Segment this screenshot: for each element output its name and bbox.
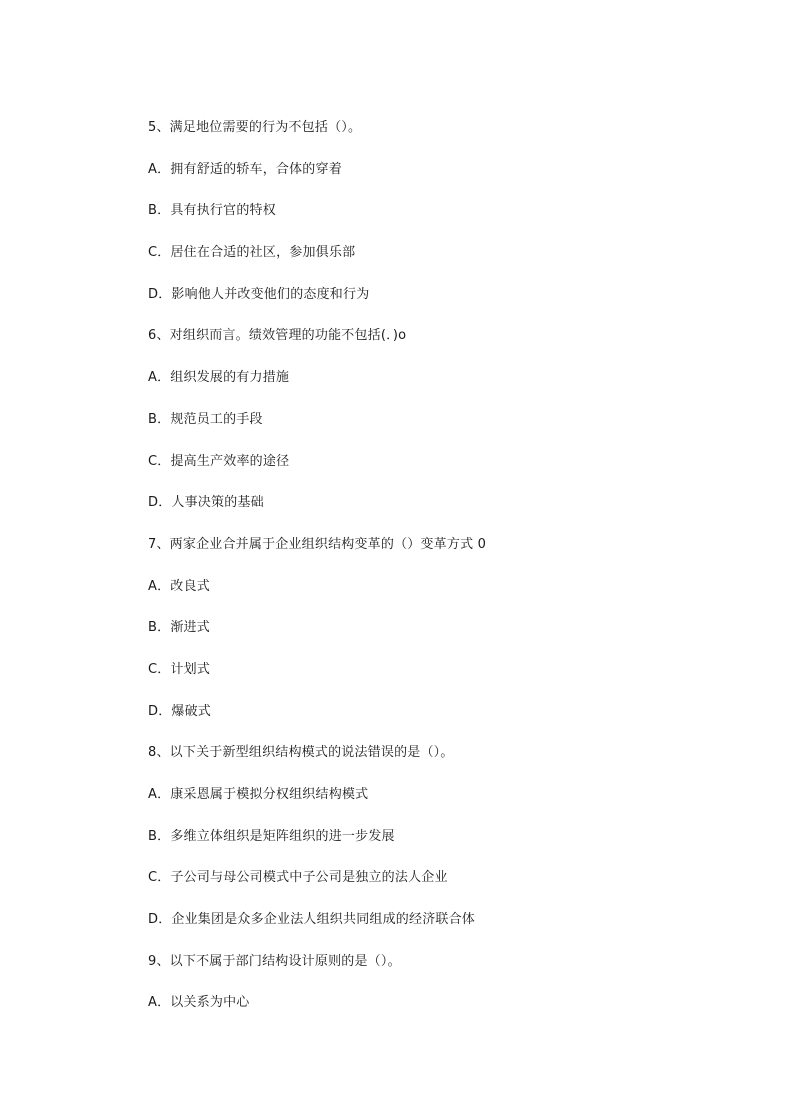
q7-option-b: B．渐进式 xyxy=(148,620,210,636)
question-5: 5、满足地位需要的行为不包括（）。 xyxy=(148,120,362,135)
q8-option-c: C．子公司与母公司模式中子公司是独立的法人企业 xyxy=(148,870,448,886)
question-list xyxy=(148,118,748,1035)
q8-option-b: B．多维立体组织是矩阵组织的进一步发展 xyxy=(148,828,395,844)
q7-option-d: D．爆破式 xyxy=(148,703,212,719)
q5-option-c: C．居住在合适的社区，参加俱乐部 xyxy=(148,245,356,261)
q6-option-a: A．组织发展的有力措施 xyxy=(148,370,290,386)
q9-option-a: A．以关系为中心 xyxy=(148,995,250,1011)
q5-option-a: A．拥有舒适的轿车，合体的穿着 xyxy=(148,161,342,177)
q8-option-d: D．企业集团是众多企业法人组织共同组成的经济联合体 xyxy=(148,912,476,928)
q7-option-c: C．计划式 xyxy=(148,661,211,677)
q6-option-c: C．提高生产效率的途径 xyxy=(148,453,290,469)
q7-option-a: A．改良式 xyxy=(148,578,210,594)
q5-option-b: B．具有执行官的特权 xyxy=(148,203,276,219)
q6-option-b: B．规范员工的手段 xyxy=(148,411,263,427)
question-7: 7、两家企业合并属于企业组织结构变革的（）变革方式 0 xyxy=(148,536,487,552)
question-6: 6、对组织而言。绩效管理的功能不包括(．)o xyxy=(148,328,407,344)
question-9: 9、以下不属于部门结构设计原则的是（）。 xyxy=(148,953,401,969)
q6-option-d: D．人事决策的基础 xyxy=(148,495,264,511)
q8-option-a: A．康采恩属于模拟分权组织结构模式 xyxy=(148,787,369,802)
question-8: 8、以下关于新型组织结构模式的说法错误的是（）。 xyxy=(148,745,454,761)
q5-option-d: D．影响他人并改变他们的态度和行为 xyxy=(148,286,370,302)
